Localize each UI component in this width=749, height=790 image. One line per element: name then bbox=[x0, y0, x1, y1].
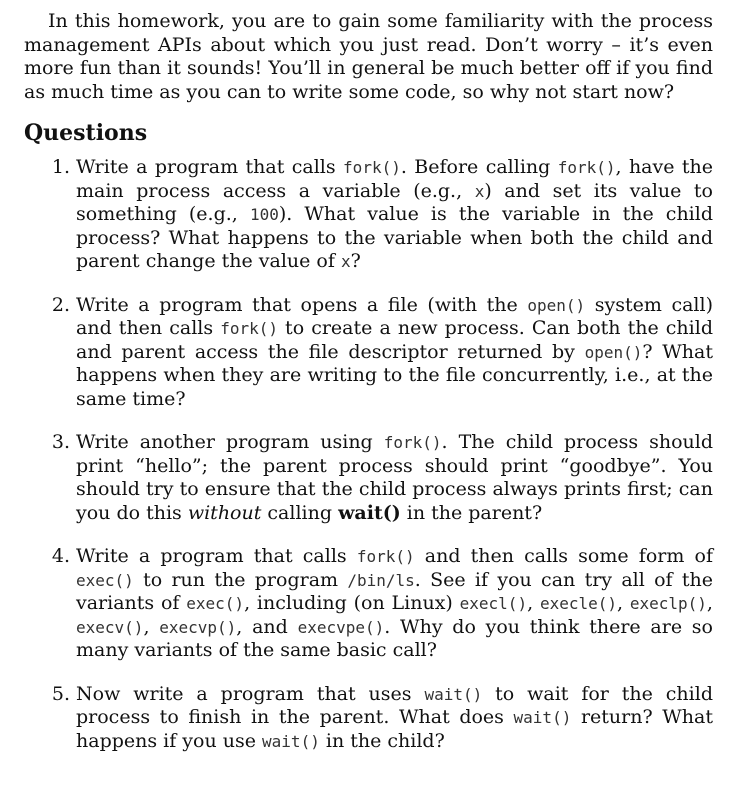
question-text-segment: . Before calling bbox=[400, 156, 558, 178]
question-item bbox=[24, 545, 713, 663]
code-snippet: fork() bbox=[356, 547, 415, 566]
question-item bbox=[24, 683, 713, 754]
question-text-segment: system call) and then calls bbox=[76, 293, 714, 339]
question-text-segment: ? bbox=[350, 250, 361, 272]
code-snippet: fork() bbox=[343, 158, 401, 177]
question-number: 2. bbox=[51, 293, 70, 316]
code-snippet: execvp() bbox=[159, 617, 237, 637]
question-text-segment: ? What happens when they are writing to the file concurrently, i.e., at the same time? bbox=[76, 340, 713, 410]
code-snippet: 100 bbox=[249, 205, 279, 224]
question-text-segment: , have the main process access a variable (e.g., bbox=[76, 156, 714, 202]
code-snippet: x bbox=[474, 181, 485, 201]
code-snippet: fork() bbox=[383, 433, 442, 452]
question-text-segment: . Why do you think there are so many variants of the same basic call? bbox=[76, 615, 713, 661]
code-snippet: execl() bbox=[459, 594, 528, 613]
emphasis-text: without bbox=[187, 501, 262, 524]
question-number: 3. bbox=[51, 431, 70, 453]
question-text-segment: , bbox=[143, 615, 160, 638]
code-snippet: fork() bbox=[557, 158, 616, 177]
question-text bbox=[76, 545, 713, 663]
question-text-segment: Write a program that calls bbox=[76, 545, 357, 567]
question-text-segment: in the child? bbox=[319, 729, 445, 752]
code-snippet: open() bbox=[584, 342, 643, 362]
bold-text: wait() bbox=[338, 501, 401, 524]
questions-list bbox=[24, 156, 713, 753]
intro-paragraph: In this homework, you are to gain some familiarity with the process management APIs about which you just read. Don’t worry – it’s even more fun than it sounds! You’ll in general be much better off if you find as much time as you can to write some code, so why not start now? bbox=[24, 10, 713, 103]
question-text-segment: calling bbox=[261, 501, 339, 524]
question-item bbox=[24, 431, 713, 525]
question-number: 5. bbox=[51, 682, 70, 705]
code-snippet: exec() bbox=[76, 570, 134, 590]
question-text-segment: Write a program that calls bbox=[76, 156, 344, 178]
question-text-segment: . The child process should print “hello”; the parent process should print “goodbye”. You should try to ensure that the child process always prints first; can you do this bbox=[76, 431, 713, 524]
code-snippet: wait() bbox=[424, 684, 483, 704]
question-text bbox=[76, 294, 713, 412]
code-snippet: fork() bbox=[220, 319, 278, 338]
question-text-segment: , and bbox=[236, 615, 298, 638]
question-text-segment: Write another program using bbox=[76, 431, 384, 453]
question-item bbox=[24, 156, 713, 274]
question-text-segment: ). What value is the variable in the child process? What happens to the variable when both the child and parent change the value of bbox=[76, 203, 713, 272]
question-text-segment: to wait for the child process to finish in the parent. What does bbox=[76, 682, 713, 728]
code-snippet: open() bbox=[527, 295, 586, 315]
question-text-segment: , bbox=[617, 592, 630, 614]
question-text-segment: to run the program bbox=[133, 568, 348, 591]
code-snippet: /bin/ls bbox=[347, 570, 415, 590]
question-text-segment: Write a program that opens a file (with the bbox=[76, 293, 528, 316]
question-item bbox=[24, 294, 713, 412]
code-snippet: execle() bbox=[539, 594, 617, 613]
section-heading: Questions bbox=[24, 120, 148, 146]
question-text bbox=[76, 156, 713, 274]
question-text-segment: to create a new process. Can both the child and parent access the file descriptor returned by bbox=[76, 317, 713, 363]
code-snippet: x bbox=[340, 252, 351, 271]
question-text-segment: . See if you can try all of the variants of bbox=[76, 568, 714, 614]
question-text bbox=[76, 431, 713, 525]
question-text bbox=[76, 683, 713, 754]
question-text-segment: ) and set its value to something (e.g., bbox=[76, 179, 714, 225]
question-text-segment: , bbox=[527, 592, 540, 614]
question-text-segment: , bbox=[706, 592, 713, 614]
question-text-segment: return? What happens if you use bbox=[76, 706, 713, 752]
question-number: 1. bbox=[51, 156, 70, 178]
question-text-segment: Now write a program that uses bbox=[76, 682, 425, 705]
question-text-segment: , including (on Linux) bbox=[244, 592, 460, 614]
question-number: 4. bbox=[51, 545, 70, 567]
code-snippet: execv() bbox=[76, 617, 144, 637]
code-snippet: execlp() bbox=[629, 594, 707, 613]
code-snippet: wait() bbox=[513, 708, 572, 727]
code-snippet: wait() bbox=[262, 731, 320, 751]
code-snippet: execvpe() bbox=[297, 617, 385, 637]
question-text-segment: and then calls some form of bbox=[414, 545, 713, 567]
code-snippet: exec() bbox=[186, 594, 245, 613]
question-text-segment: in the parent? bbox=[400, 501, 543, 524]
